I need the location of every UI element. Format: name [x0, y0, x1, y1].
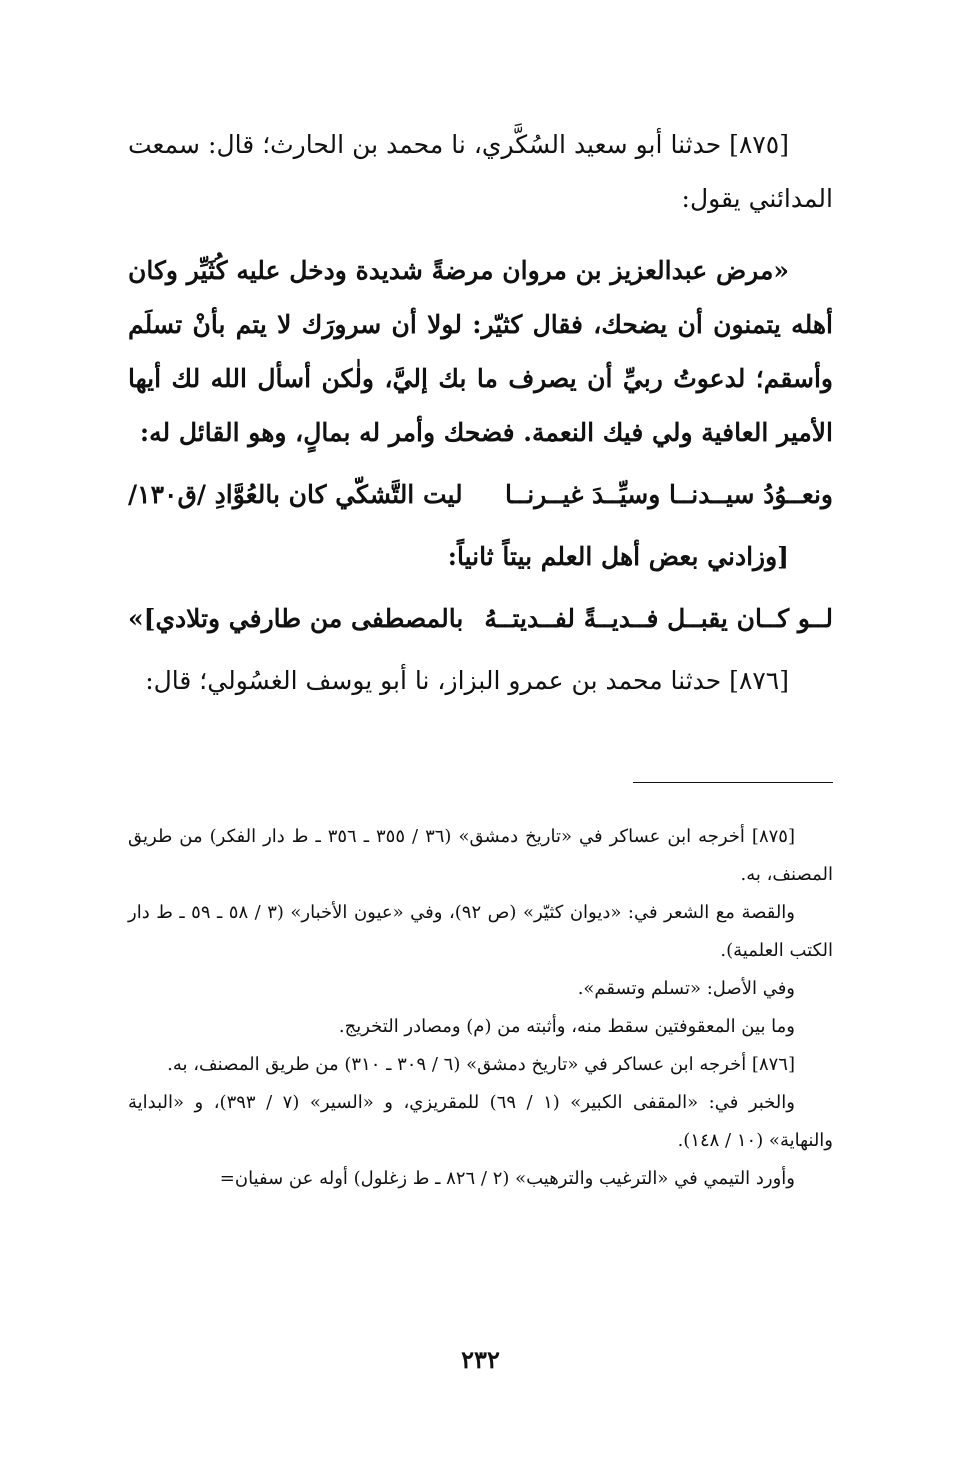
main-text — [128, 118, 833, 708]
verse-2 — [128, 592, 833, 646]
verse-1-first-hemistich: ونعــوُدُ سيــدنــا وسيِّــدَ غيــرنــا — [504, 480, 833, 509]
footnote-875-variant: وفي الأصل: «تسلم وتسقم». — [577, 978, 795, 999]
verse-2-first-hemistich: لــو كــان يقبــل فــديــةً لفــديتــهُ — [484, 604, 833, 633]
narration-876: [٨٧٦] حدثنا محمد بن عمرو البزاز، نا أبو يوسف الغسُولي؛ قال: — [145, 666, 789, 695]
verse-2-second-hemistich: بالمصطفى من طارفي وتلادي]» — [128, 604, 464, 633]
footnote-875-sources: والقصة مع الشعر في: «ديوان كثيّر» (ص ٩٢)، وفي «عيون الأخبار» (٣ / ٥٨ ـ ٥٩ ـ ط دار الكتب العلمية). — [128, 902, 833, 961]
footnote-876-sources: والخبر في: «المقفى الكبير» (١ / ٦٩) للمقريزي، و «السير» (٧ / ٣٩٣)، و «البداية والنهاية» (١٠ / ١٤٨). — [128, 1092, 833, 1151]
footnotes — [128, 818, 833, 1198]
footnote-875: [٨٧٥] أخرجه ابن عساكر في «تاريخ دمشق» (٣٦ / ٣٥٥ ـ ٣٥٦ ـ ط دار الفكر) من طريق المصنف، به. — [128, 826, 833, 885]
verse-1 — [128, 468, 833, 522]
footnote-separator — [633, 782, 833, 783]
footnote-876-taymi: وأورد التيمي في «الترغيب والترهيب» (٢ / ٨٢٦ ـ ط زغلول) أوله عن سفيان= — [219, 1168, 795, 1189]
page-number: ٢٣٢ — [461, 1345, 500, 1374]
narration-875: [٨٧٥] حدثنا أبو سعيد السُكَّري، نا محمد بن الحارث؛ قال: سمعت المدائني يقول: — [128, 130, 833, 213]
footnote-875-brackets: وما بين المعقوفتين سقط منه، وأثبته من (م) ومصادر التخريج. — [338, 1016, 795, 1037]
story-paragraph: «مرض عبدالعزيز بن مروان مرضةً شديدة ودخل عليه كُثَيِّر وكان أهله يتمنون أن يضحك، فقال كثيّر: لولا أن سرورَك لا يتم بأنْ تسلَم وأسقم؛ لدعوتُ ربيِّ أن يصرف ما بك إليَّ، ولٰكن أسأل الله لك أيها الأمير العافية ولي فيك النعمة. فضحك وأمر له بمالٍ، وهو القائل له: — [128, 256, 833, 447]
footnote-876: [٨٧٦] أخرجه ابن عساكر في «تاريخ دمشق» (٦ / ٣٠٩ ـ ٣١٠) من طريق المصنف، به. — [167, 1054, 795, 1075]
added-verse-note: [وزادني بعض أهل العلم بيتاً ثانياً: — [447, 542, 789, 571]
verse-1-second-hemistich: ليت التَّشكّي كان بالعُوَّادِ /ق١٣٠/ — [128, 480, 463, 509]
